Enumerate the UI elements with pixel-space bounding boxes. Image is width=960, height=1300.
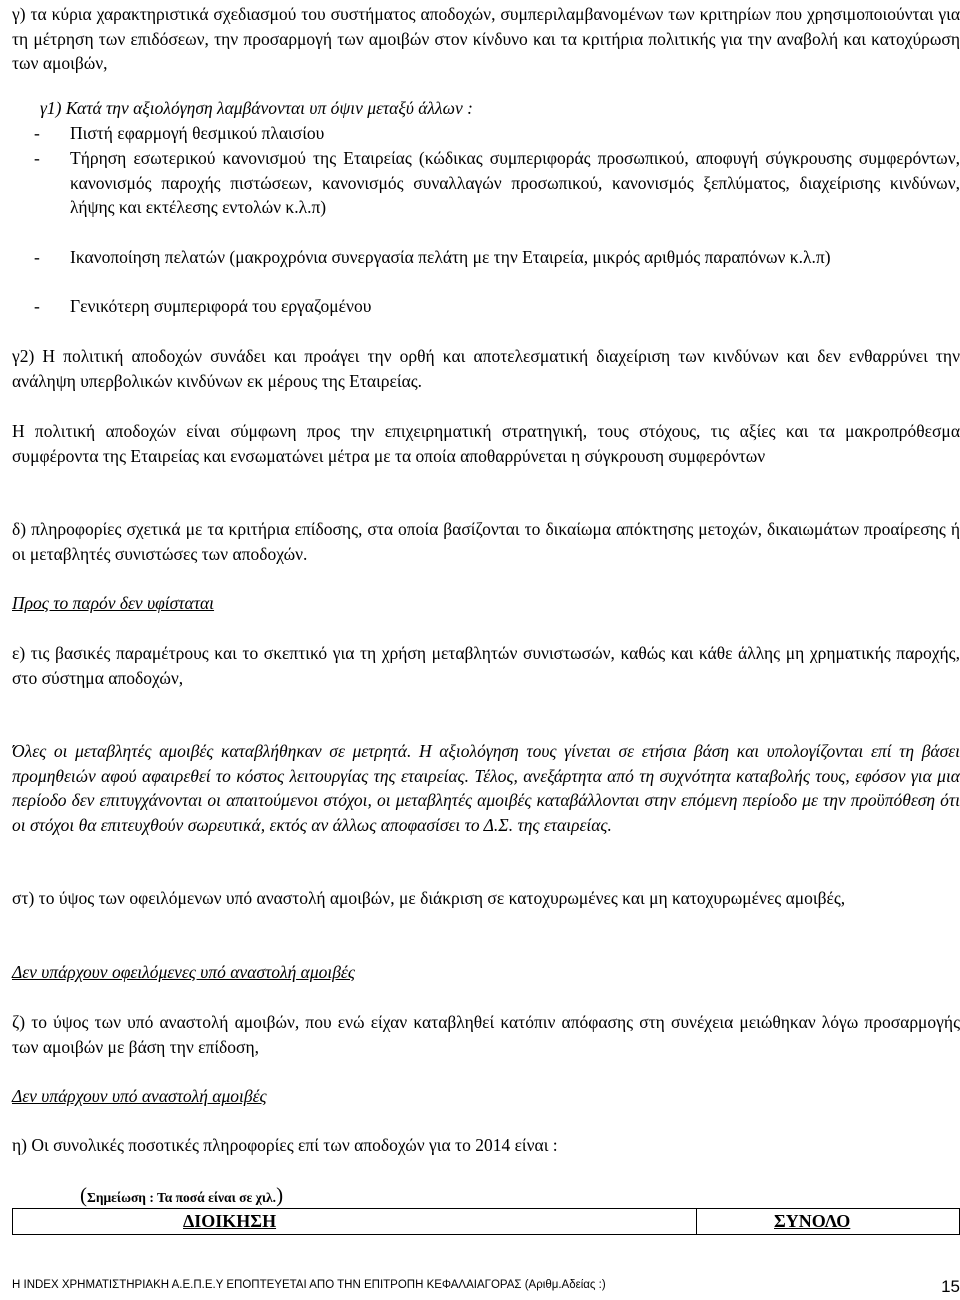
note-open-paren: (: [80, 1183, 87, 1207]
table-header-management: ΔΙΟΙΚΗΣΗ: [13, 1209, 697, 1235]
note-close-paren: ): [276, 1183, 284, 1207]
note-text: Σημείωση : Τα ποσά είναι σε χιλ.: [87, 1190, 277, 1205]
page-number: 15: [941, 1277, 960, 1296]
table-header-total: ΣΥΝΟΛΟ: [697, 1209, 960, 1235]
g1-item-text: Τήρηση εσωτερικού κανονισμού της Εταιρείας (κώδικας συμπεριφοράς προσωπικού, αποφυγή σύγκρουσης συμφερόντων, κανονισμός παροχής πιστώσεων, κανονισμός συναλλαγών προσωπικού, κανονισμός ξεπλύματος, διαχείρισης κινδύνων, λήψης και εκτέλεσης εντολών κ.λ.π): [70, 148, 960, 218]
bullet-dash: -: [34, 148, 40, 168]
g1-item-text: Πιστή εφαρμογή θεσμικού πλαισίου: [70, 123, 325, 143]
table-header-row: [13, 1209, 960, 1235]
answer-zeta: Δεν υπάρχουν υπό αναστολή αμοιβές: [12, 1086, 267, 1106]
answer-epsilon: Όλες οι μεταβλητές αμοιβές καταβλήθηκαν σε μετρητά. Η αξιολόγηση τους γίνεται σε ετήσια βάση και υπολογίζονται επί τη βάσει προμηθειών αφού αφαιρεθεί το κόστος λειτουργίας της εταιρείας. Τέλος, ανεξάρτητα από τη συχνότητα καταβολής τους, εφόσον για μια περίοδο δεν επιτυγχάνονται οι απαιτούμενοι στόχοι, οι μεταβλητές αμοιβές καταβάλλονται στην επόμενη περίοδο με την προϋπόθεση ότι οι στόχοι θα επιτευχθούν σωρευτικά, εκτός αν άλλως αποφασίσει το Δ.Σ. της εταιρείας.: [12, 741, 960, 835]
g1-item-text: Ικανοποίηση πελατών (μακροχρόνια συνεργασία πελάτη με την Εταιρεία, μικρός αριθμός παραπόνων κ.λ.π): [70, 247, 831, 267]
answer-delta: Προς το παρόν δεν υφίσταται: [12, 593, 215, 613]
paragraph-g2: γ2) Η πολιτική αποδοχών συνάδει και προάγει την ορθή και αποτελεσματική διαχείριση των κινδύνων και δεν ενθαρρύνει την ανάληψη υπερβολικών κινδύνων εκ μέρους της Εταιρείας.: [12, 346, 960, 391]
amounts-note: [80, 1183, 283, 1211]
answer-st: Δεν υπάρχουν οφειλόμενες υπό αναστολή αμοιβές: [12, 962, 355, 982]
bullet-dash: -: [34, 247, 40, 267]
bullet-dash: -: [34, 296, 40, 316]
paragraph-delta: δ) πληροφορίες σχετικά με τα κριτήρια επίδοσης, στα οποία βασίζονται το δικαίωμα απόκτησης μετοχών, δικαιωμάτων προαίρεσης ή οι μεταβλητές συνιστώσες των αποδοχών.: [12, 519, 960, 564]
g1-heading: γ1) Κατά την αξιολόγηση λαμβάνονται υπ όψιν μεταξύ άλλων :: [40, 98, 473, 118]
bullet-dash: -: [34, 123, 40, 143]
g1-item-text: Γενικότερη συμπεριφορά του εργαζομένου: [70, 296, 372, 316]
paragraph-epsilon: ε) τις βασικές παραμέτρους και το σκεπτικό για τη χρήση μεταβλητών συνιστωσών, καθώς και κάθε άλλης μη χρηματικής παροχής, στο σύστημα αποδοχών,: [12, 643, 960, 688]
paragraph-eta: η) Οι συνολικές ποσοτικές πληροφορίες επί των αποδοχών για το 2014 είναι :: [12, 1135, 558, 1155]
page-footer: Η INDEX ΧΡΗΜΑΤΙΣΤΗΡΙΑΚΗ Α.Ε.Π.Ε.Υ ΕΠΟΠΤΕΥΕΤΑΙ ΑΠΟ ΤΗΝ ΕΠΙΤΡΟΠΗ ΚΕΦΑΛΑΙΑΓΟΡΑΣ (Αριθμ.Αδείας :): [12, 1279, 606, 1291]
paragraph-gamma: γ) τα κύρια χαρακτηριστικά σχεδιασμού του συστήματος αποδοχών, συμπεριλαμβανομένων των κριτηρίων που χρησιμοποιούνται για τη μέτρηση των επιδόσεων, την προσαρμογή των αμοιβών στον κίνδυνο και τα κριτήρια πολιτικής για την αναβολή και κατοχύρωση των αμοιβών,: [12, 4, 960, 74]
remuneration-table: [12, 1208, 960, 1235]
paragraph-zeta: ζ) το ύψος των υπό αναστολή αμοιβών, που ενώ είχαν καταβληθεί κατόπιν απόφασης στη συνέχεια μειώθηκαν λόγω προσαρμογής των αμοιβών με βάση την επίδοση,: [12, 1012, 960, 1057]
paragraph-policy: Η πολιτική αποδοχών είναι σύμφωνη προς την επιχειρηματική στρατηγική, τους στόχους, τις αξίες και τα μακροπρόθεσμα συμφέροντα της Εταιρείας και ενσωματώνει μέτρα με τα οποία αποθαρρύνεται η σύγκρουση συμφερόντων: [12, 421, 960, 466]
paragraph-st: στ) το ύψος των οφειλόμενων υπό αναστολή αμοιβών, με διάκριση σε κατοχυρωμένες και μη κατοχυρωμένες αμοιβές,: [12, 888, 846, 908]
